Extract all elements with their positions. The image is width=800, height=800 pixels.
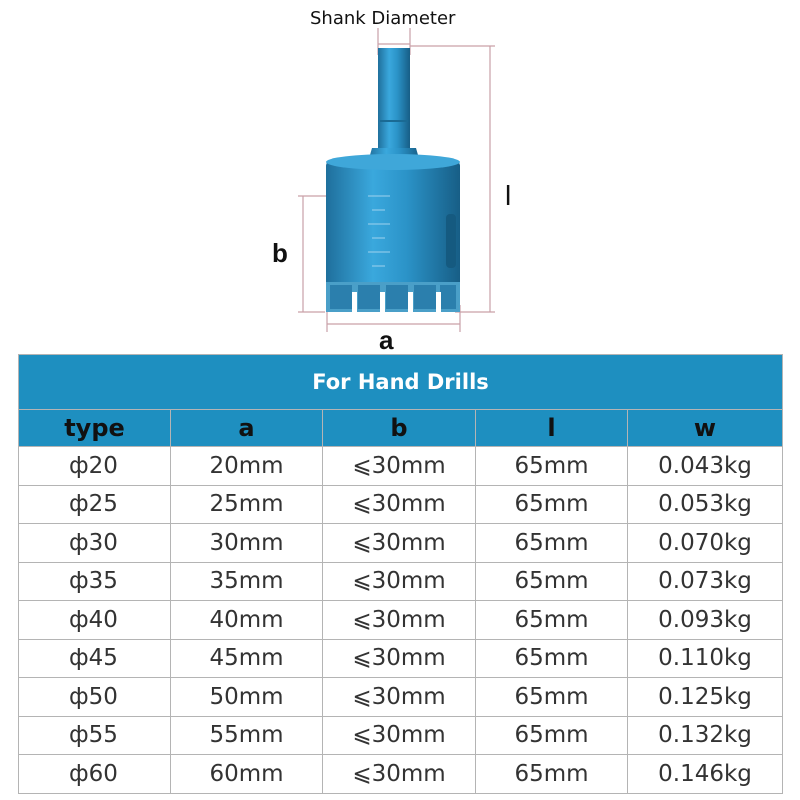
cell-type: ф20 (19, 447, 171, 486)
cell-w: 0.043kg (628, 447, 783, 486)
cell-l: 65mm (476, 639, 628, 678)
cell-type: ф35 (19, 562, 171, 601)
cell-type: ф40 (19, 601, 171, 640)
table-header-row (19, 410, 783, 447)
cell-b: ⩽30mm (323, 601, 476, 640)
table-row (19, 678, 783, 717)
cell-a: 50mm (171, 678, 323, 717)
cell-type: ф25 (19, 485, 171, 524)
cell-l: 65mm (476, 447, 628, 486)
cell-l: 65mm (476, 678, 628, 717)
cell-w: 0.125kg (628, 678, 783, 717)
cell-l: 65mm (476, 755, 628, 794)
table-row (19, 601, 783, 640)
cell-a: 45mm (171, 639, 323, 678)
cell-b: ⩽30mm (323, 716, 476, 755)
cell-a: 60mm (171, 755, 323, 794)
table-row (19, 716, 783, 755)
table-row (19, 485, 783, 524)
cell-l: 65mm (476, 524, 628, 563)
table-row (19, 562, 783, 601)
cell-l: 65mm (476, 601, 628, 640)
header-b: b (323, 410, 476, 447)
cell-w: 0.073kg (628, 562, 783, 601)
cell-w: 0.070kg (628, 524, 783, 563)
cell-b: ⩽30mm (323, 562, 476, 601)
header-a: a (171, 410, 323, 447)
cell-a: 20mm (171, 447, 323, 486)
product-diagram (0, 0, 800, 355)
cell-type: ф45 (19, 639, 171, 678)
table-row (19, 639, 783, 678)
spec-table (18, 354, 783, 794)
cell-l: 65mm (476, 716, 628, 755)
table-title: For Hand Drills (19, 355, 783, 410)
cell-type: ф60 (19, 755, 171, 794)
cell-l: 65mm (476, 562, 628, 601)
cell-b: ⩽30mm (323, 524, 476, 563)
cell-w: 0.093kg (628, 601, 783, 640)
table-body (19, 447, 783, 794)
cell-a: 30mm (171, 524, 323, 563)
cell-b: ⩽30mm (323, 485, 476, 524)
table-row (19, 755, 783, 794)
cell-w: 0.146kg (628, 755, 783, 794)
core-drill-bit-illustration (0, 0, 800, 350)
cell-b: ⩽30mm (323, 678, 476, 717)
cell-a: 25mm (171, 485, 323, 524)
width-label: a (379, 325, 394, 355)
header-w: w (628, 410, 783, 447)
shank-diameter-label: Shank Diameter (310, 8, 456, 29)
cell-type: ф30 (19, 524, 171, 563)
length-label: l (505, 180, 512, 211)
cell-a: 55mm (171, 716, 323, 755)
cell-type: ф50 (19, 678, 171, 717)
cell-b: ⩽30mm (323, 639, 476, 678)
table-row (19, 447, 783, 486)
cell-w: 0.110kg (628, 639, 783, 678)
cell-a: 35mm (171, 562, 323, 601)
header-l: l (476, 410, 628, 447)
cell-a: 40mm (171, 601, 323, 640)
cell-w: 0.132kg (628, 716, 783, 755)
table-row (19, 524, 783, 563)
cell-l: 65mm (476, 485, 628, 524)
cell-type: ф55 (19, 716, 171, 755)
height-label: b (272, 238, 288, 268)
cell-b: ⩽30mm (323, 447, 476, 486)
cell-b: ⩽30mm (323, 755, 476, 794)
cell-w: 0.053kg (628, 485, 783, 524)
header-type: type (19, 410, 171, 447)
